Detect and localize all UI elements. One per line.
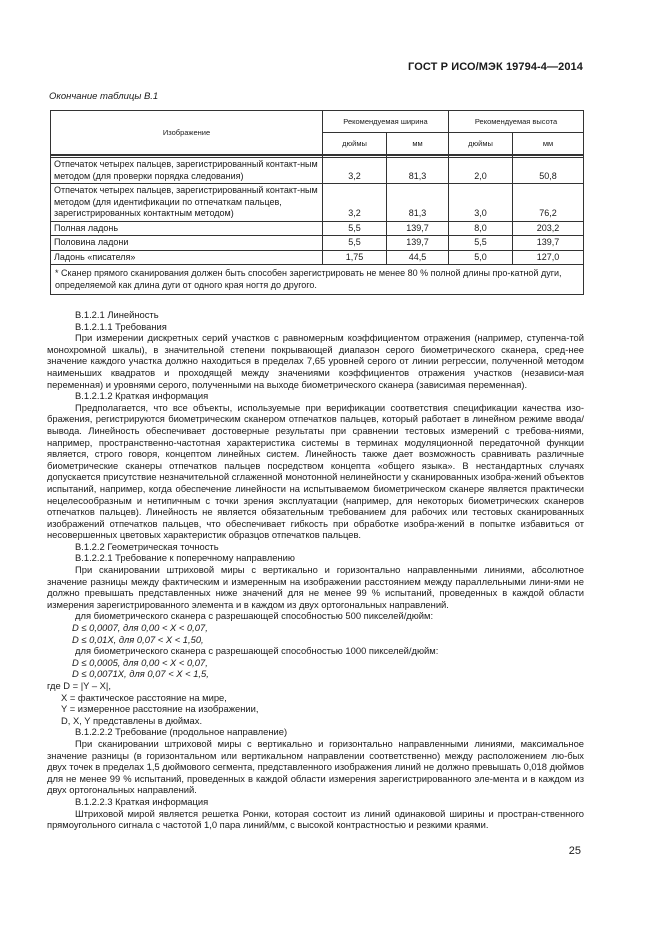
section-heading: В.1.2.2.2 Требование (продольное направление): [75, 726, 288, 738]
row-width-mm: 44,5: [387, 250, 449, 265]
row-image: Половина ладони: [51, 236, 323, 251]
sub-mm-width: мм: [387, 133, 449, 156]
row-height-mm: 203,2: [513, 221, 584, 236]
row-width-inch: 1,75: [323, 250, 387, 265]
table-row: [51, 184, 584, 222]
table-row: [51, 158, 584, 184]
row-width-mm: 81,3: [387, 184, 449, 222]
section-heading: В.1.2.2 Геометрическая точность: [75, 540, 219, 552]
row-height-mm: 76,2: [513, 184, 584, 222]
row-width-inch: 3,2: [323, 184, 387, 222]
paragraph: для биометрического сканера с разрешающей способностью 1000 пикселей/дюйм:: [75, 645, 439, 657]
page-number: 25: [568, 845, 581, 857]
formula-legend: D, X, Y представлены в дюймах.: [61, 714, 203, 726]
row-image: Ладонь «писателя»: [51, 250, 323, 265]
formula-legend: Y = измеренное расстояние на изображении,: [61, 703, 259, 715]
table-footnote-row: [51, 265, 584, 295]
row-width-mm: 81,3: [387, 158, 449, 184]
row-image: Отпечаток четырех пальцев, зарегистрированный контакт-ным методом (для идентификации по отпечаткам пальцев, зарегистрированных контактным методом): [51, 184, 323, 222]
col-height-header: Рекомендуемая высота: [449, 111, 584, 133]
col-width-header: Рекомендуемая ширина: [323, 111, 449, 133]
formula-legend: где D = |Y – X|,: [47, 680, 111, 691]
table-header-row: [51, 111, 584, 133]
sub-inch-width: дюймы: [323, 133, 387, 156]
row-height-inch: 5,5: [449, 236, 513, 251]
section-heading: В.1.2.1.2 Краткая информация: [75, 390, 209, 402]
paragraph: При измерении дискретных серий участков с равномерным коэффициентом отражения (например, ступенча-той монохромной шкалы), в значительной степени покрывающей диапазон серого биометрического сканера, сред-нее значение каждого участка должно находиться в пределах 7,65 уровней серого от линии регрессии, полученной методом наименьших квадратов и проходящей между значениями коэффициентов отражения участков (независи-мая переменная) и уровнями серого, полученными на выходе биометрического сканера (зависимая переменная).: [47, 332, 584, 390]
formula: D ≤ 0,01X, для 0,07 < X < 1,50,: [72, 633, 204, 645]
row-image: Полная ладонь: [51, 221, 323, 236]
formula-legend: X = фактическое расстояние на мире,: [61, 691, 227, 703]
document-header: ГОСТ Р ИСО/МЭК 19794-4—2014: [408, 61, 583, 73]
table-row: [51, 250, 584, 265]
row-width-mm: 139,7: [387, 221, 449, 236]
paragraph: Штриховой мирой является решетка Ронки, которая состоит из линий одинаковой ширины и простран-ственного прямоугольного сигнала с частотой 1,0 пара линий/мм, с высокой контрастностью и резкими краями.: [47, 807, 584, 831]
row-height-inch: 3,0: [449, 184, 513, 222]
body-text: [47, 309, 584, 831]
table-row: [51, 221, 584, 236]
col-image-header: Изображение: [51, 111, 323, 156]
recommended-sizes-table: [50, 110, 584, 295]
section-heading: В.1.2.1.1 Требования: [75, 320, 167, 332]
row-height-mm: 139,7: [513, 236, 584, 251]
section-heading: В.1.2.2.1 Требование к поперечному направлению: [75, 552, 295, 564]
paragraph: При сканировании штриховой миры с вертикально и горизонтально направленными линиями, абсолютное значение разницы между фактическим и измеренным на изображении расстоянием между параллельными лини-ями не должно превышать представленных ниже значений для не менее 99 % испытаний, проведенных в каждой области измерения зарегистрированного элемента и в каждом из двух ортогональных направлений.: [47, 564, 584, 610]
sub-inch-height: дюймы: [449, 133, 513, 156]
formula: D ≤ 0,0007, для 0,00 < X < 0,07,: [72, 622, 208, 634]
table-row: [51, 236, 584, 251]
row-height-inch: 8,0: [449, 221, 513, 236]
row-height-mm: 127,0: [513, 250, 584, 265]
paragraph: При сканировании штриховой миры с вертикально и горизонтально направленными линиями, максимальное значение разницы (в горизонтальном или вертикальном направлении соответственно) между расположением лю-бых двух точек в пределах 1,5 дюймового сегмента, представленного изображения линий не должно превышать 0,018 дюймов для не менее 99 % испытаний, проведенных в каждой области измерения зарегистрированного эле-мента и в каждом из двух ортогональных направлений.: [47, 737, 584, 796]
row-width-mm: 139,7: [387, 236, 449, 251]
row-height-mm: 50,8: [513, 158, 584, 184]
row-width-inch: 5,5: [323, 221, 387, 236]
row-image: Отпечаток четырех пальцев, зарегистрированный контакт-ным методом (для проверки порядка следования): [51, 158, 323, 184]
formula: D ≤ 0,0071X, для 0,07 < X < 1,5,: [72, 668, 209, 680]
table-footnote: * Сканер прямого сканирования должен быть способен зарегистрировать не менее 80 % полной длины про-катной дуги, определяемой как длина дуги от одного края ногтя до другого.: [51, 265, 584, 295]
formula: D ≤ 0,0005, для 0,00 < X < 0,07,: [72, 656, 208, 668]
paragraph: для биометрического сканера с разрешающей способностью 500 пикселей/дюйм:: [75, 610, 434, 622]
row-height-inch: 2,0: [449, 158, 513, 184]
table-caption: Окончание таблицы В.1: [49, 91, 159, 102]
row-width-inch: 5,5: [323, 236, 387, 251]
section-heading: В.1.2.1 Линейность: [75, 309, 159, 320]
section-heading: В.1.2.2.3 Краткая информация: [75, 795, 209, 807]
paragraph: Предполагается, что все объекты, используемые при верификации соответствия спецификации качества изо-бражения, регистрируются биометрическим сканером отпечатков пальцев, который работает в линейном режиме ввода/вывода. Линейность обеспечивает достоверные результаты при сравнении тестовых измерений с требова-ниями, например, пространственно-частотная характеристика системы в терминах модуляционной передаточной функции является, строго говоря, концептом линейных систем. Линейность также дает возможность сравнивать различные биометрические сканеры отпечатков пальцев посредством концепта «общего языка». В нестандартных случаях допускается присутствие незначительной сглаженной монотонной нелинейности у сканированных изобра-жений объектов испытаний, например, когда обеспечение линейности на испытываемом биометрическом сканере является практически нецелесообразным и нетипичным с точки зрения эксплуатации (например, для некоторых биометрических сканеров отпечатков пальцев). Линейность не является обязательным требованием для рабочих или тестовых сканированных изображений отпечатков пальцев, что обеспечивает гибкость при обработке изобра-жений в попытке избавиться от несовершенных цветовых характеристик образцов отпечатков пальцев.: [47, 401, 584, 541]
row-width-inch: 3,2: [323, 158, 387, 184]
row-height-inch: 5,0: [449, 250, 513, 265]
sub-mm-height: мм: [513, 133, 584, 156]
